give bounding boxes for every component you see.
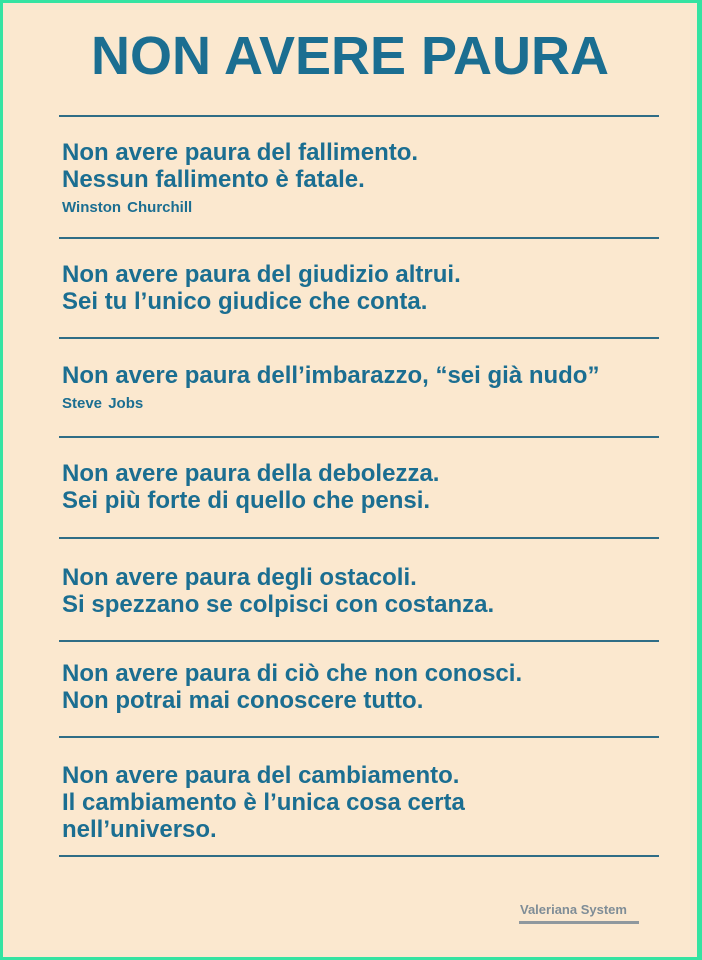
quote-line: Non avere paura del fallimento. xyxy=(62,139,419,166)
divider xyxy=(59,436,659,438)
quote-line: Sei più forte di quello che pensi. xyxy=(62,487,431,514)
quote-line: Non avere paura della debolezza. xyxy=(62,460,440,487)
quote-line: Si spezzano se colpisci con costanza. xyxy=(62,591,495,618)
quote-1 xyxy=(62,139,677,216)
quote-line: nell’universo. xyxy=(62,816,217,843)
divider xyxy=(59,115,659,117)
quote-7 xyxy=(62,762,677,843)
poster-title: NON AVERE PAURA xyxy=(90,26,610,86)
quote-line: Nessun fallimento è fatale. xyxy=(62,166,365,193)
divider xyxy=(59,537,659,539)
quote-line: Non avere paura dell’imbarazzo, “sei già nudo” xyxy=(62,362,600,389)
credit-label: Valeriana System xyxy=(520,902,627,917)
quote-6 xyxy=(62,660,677,714)
quote-3 xyxy=(62,362,677,412)
quote-2 xyxy=(62,261,677,315)
quote-line: Il cambiamento è l’unica cosa certa xyxy=(62,789,465,816)
divider xyxy=(59,237,659,239)
credit-underline xyxy=(519,921,639,924)
divider xyxy=(59,855,659,857)
divider xyxy=(59,337,659,339)
divider xyxy=(59,640,659,642)
quote-line: Sei tu l’unico giudice che conta. xyxy=(62,288,428,315)
quote-4 xyxy=(62,460,677,514)
poster xyxy=(3,3,697,957)
quote-line: Non avere paura del cambiamento. xyxy=(62,762,460,789)
quote-line: Non avere paura degli ostacoli. xyxy=(62,564,417,591)
divider xyxy=(59,736,659,738)
quote-author: Winston Churchill xyxy=(62,199,193,216)
quote-5 xyxy=(62,564,677,618)
quote-line: Non avere paura del giudizio altrui. xyxy=(62,261,461,288)
quote-line: Non potrai mai conoscere tutto. xyxy=(62,687,424,714)
quote-line: Non avere paura di ciò che non conosci. xyxy=(62,660,523,687)
quote-author: Steve Jobs xyxy=(62,395,144,412)
